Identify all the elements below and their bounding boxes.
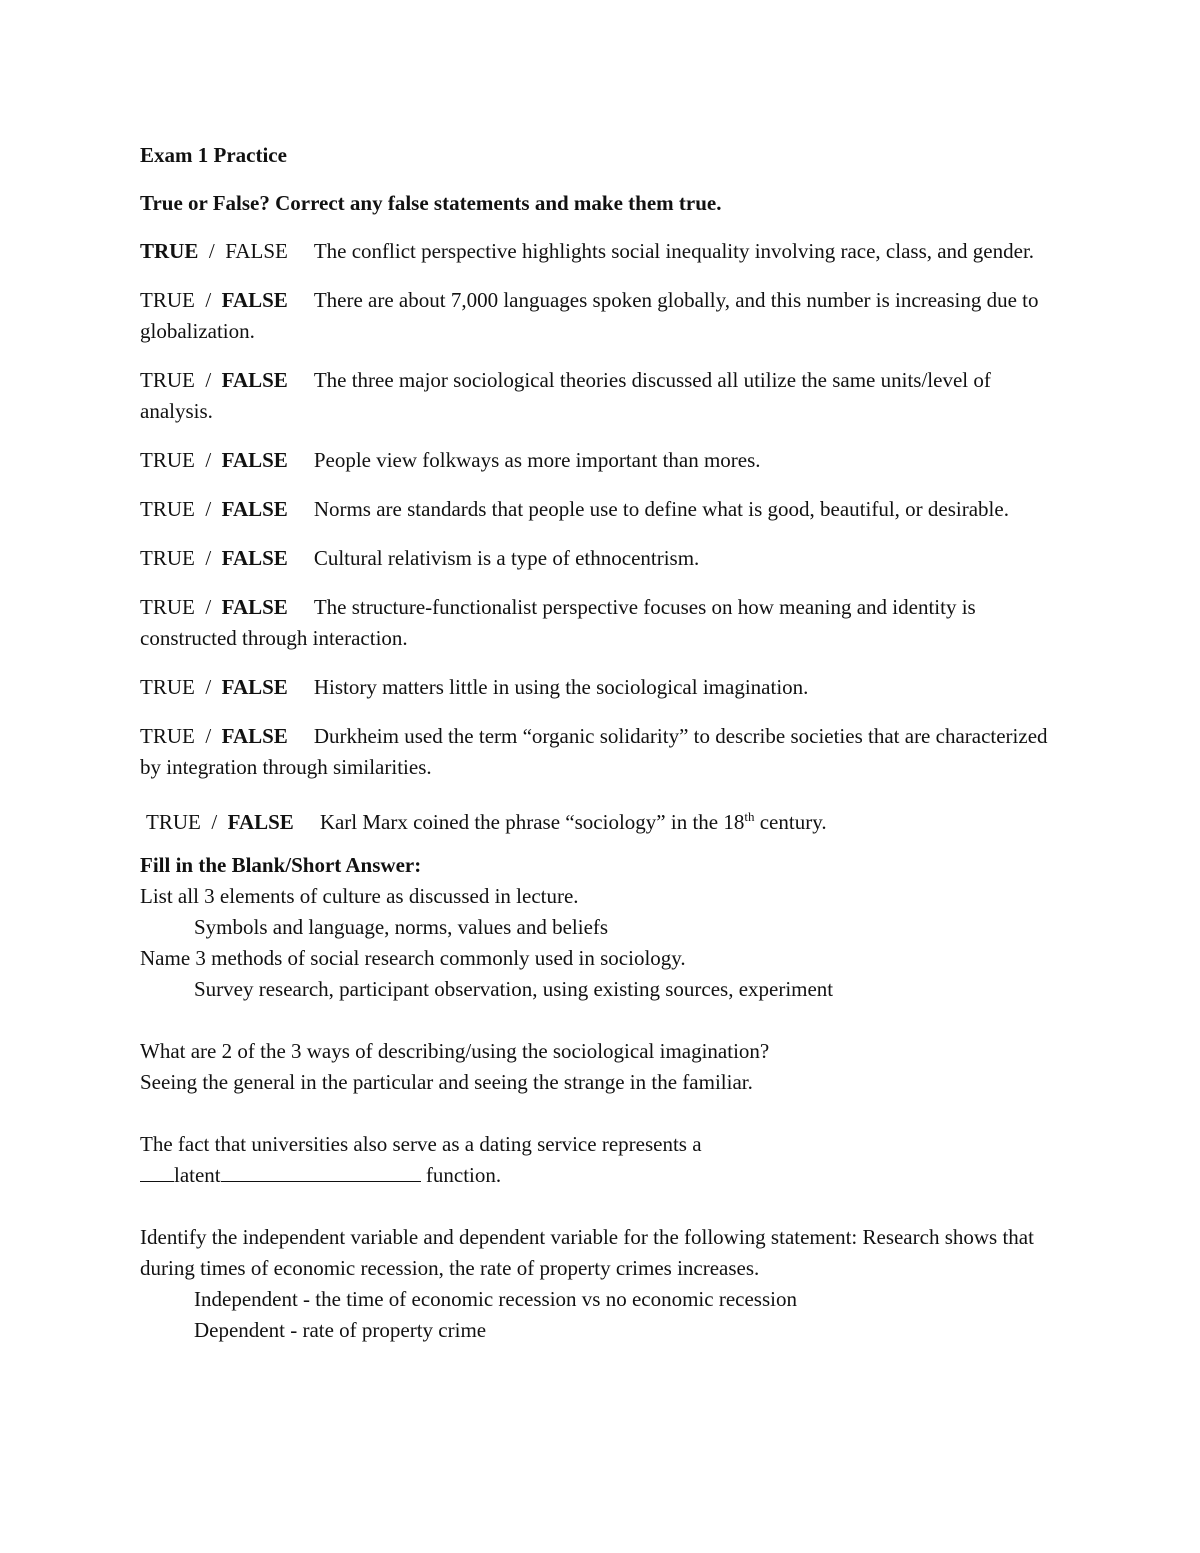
- section-title: Fill in the Blank/Short Answer:: [140, 853, 422, 877]
- true-label: TRUE: [146, 810, 201, 834]
- true-label: TRUE: [140, 288, 195, 312]
- true-label: TRUE: [140, 546, 195, 570]
- tf-statement: Norms are standards that people use to define what is good, beautiful, or desirable.: [313, 497, 1009, 521]
- answer-1: Symbols and language, norms, values and beliefs: [194, 915, 609, 939]
- true-label: TRUE: [140, 448, 195, 472]
- true-label: TRUE: [140, 368, 195, 392]
- slash: /: [194, 724, 222, 748]
- blank-underline: [140, 1160, 174, 1182]
- slash: /: [194, 675, 222, 699]
- slash: /: [198, 239, 226, 263]
- question-4: The fact that universities also serve as a dating service represents a: [140, 1132, 702, 1156]
- tf-statement: People view folkways as more important than mores.: [313, 448, 761, 472]
- tf-item: [140, 236, 1065, 267]
- false-label: FALSE: [225, 239, 288, 263]
- false-label: FALSE: [221, 288, 288, 312]
- page-title: Exam 1 Practice: [140, 143, 287, 167]
- false-label: FALSE: [227, 810, 294, 834]
- slash: /: [194, 288, 222, 312]
- false-label: FALSE: [221, 675, 288, 699]
- slash: /: [194, 497, 222, 521]
- tf-statement: The conflict perspective highlights social inequality involving race, class, and gender.: [313, 239, 1035, 263]
- tf-statement: There are about 7,000 languages spoken globally, and this number is increasing due to globalization.: [140, 288, 1039, 343]
- false-label: FALSE: [221, 497, 288, 521]
- question-3: What are 2 of the 3 ways of describing/using the sociological imagination?: [140, 1039, 770, 1063]
- slash: /: [194, 448, 222, 472]
- instructions: True or False? Correct any false statements and make them true.: [140, 191, 722, 215]
- question-2: Name 3 methods of social research commonly used in sociology.: [140, 946, 686, 970]
- false-label: FALSE: [221, 448, 288, 472]
- tf-item: [140, 365, 1065, 427]
- tf-item: [140, 494, 1065, 525]
- true-label: TRUE: [140, 675, 195, 699]
- true-label: TRUE: [140, 595, 195, 619]
- question-1: List all 3 elements of culture as discussed in lecture.: [140, 884, 579, 908]
- true-label: TRUE: [140, 724, 195, 748]
- tf-statement: The structure-functionalist perspective focuses on how meaning and identity is constructed through interaction.: [140, 595, 976, 650]
- answer-2: Survey research, participant observation, using existing sources, experiment: [194, 977, 834, 1001]
- answer-3: Seeing the general in the particular and seeing the strange in the familiar.: [140, 1070, 753, 1094]
- question-5: Identify the independent variable and dependent variable for the following statement: Research shows that during times of economic recession, the rate of property crimes increases.: [140, 1225, 1034, 1280]
- tf-statement: Karl Marx coined the phrase “sociology” in the 18th century.: [319, 809, 827, 834]
- answer-4: latent: [174, 1163, 221, 1187]
- tf-statement: History matters little in using the sociological imagination.: [313, 675, 809, 699]
- tf-item-last: [140, 801, 1065, 838]
- question-4-blank-line: latent function.: [140, 1160, 1065, 1191]
- tf-statement: Durkheim used the term “organic solidarity” to describe societies that are characterized by integration through similarities.: [140, 724, 1048, 779]
- blank-underline: [221, 1160, 421, 1182]
- slash: /: [194, 595, 222, 619]
- tf-item: [140, 672, 1065, 703]
- tf-statement: The three major sociological theories discussed all utilize the same units/level of analysis.: [140, 368, 991, 423]
- slash: /: [194, 546, 222, 570]
- false-label: FALSE: [221, 546, 288, 570]
- fill-in-section: [140, 850, 1065, 1346]
- false-label: FALSE: [221, 368, 288, 392]
- tf-item: [140, 721, 1065, 783]
- slash: /: [194, 368, 222, 392]
- answer-5-independent: Independent - the time of economic recession vs no economic recession: [194, 1287, 797, 1311]
- tf-item: [140, 592, 1065, 654]
- true-false-list: [140, 236, 1065, 783]
- tf-item: [140, 285, 1065, 347]
- true-label: TRUE: [140, 497, 195, 521]
- tf-statement: Cultural relativism is a type of ethnocentrism.: [313, 546, 700, 570]
- tf-item: [140, 445, 1065, 476]
- answer-5-dependent: Dependent - rate of property crime: [194, 1318, 487, 1342]
- tf-item: [140, 543, 1065, 574]
- true-label: TRUE: [140, 239, 199, 263]
- slash: /: [211, 810, 218, 834]
- false-label: FALSE: [221, 724, 288, 748]
- document-page: [140, 140, 1065, 1346]
- false-label: FALSE: [221, 595, 288, 619]
